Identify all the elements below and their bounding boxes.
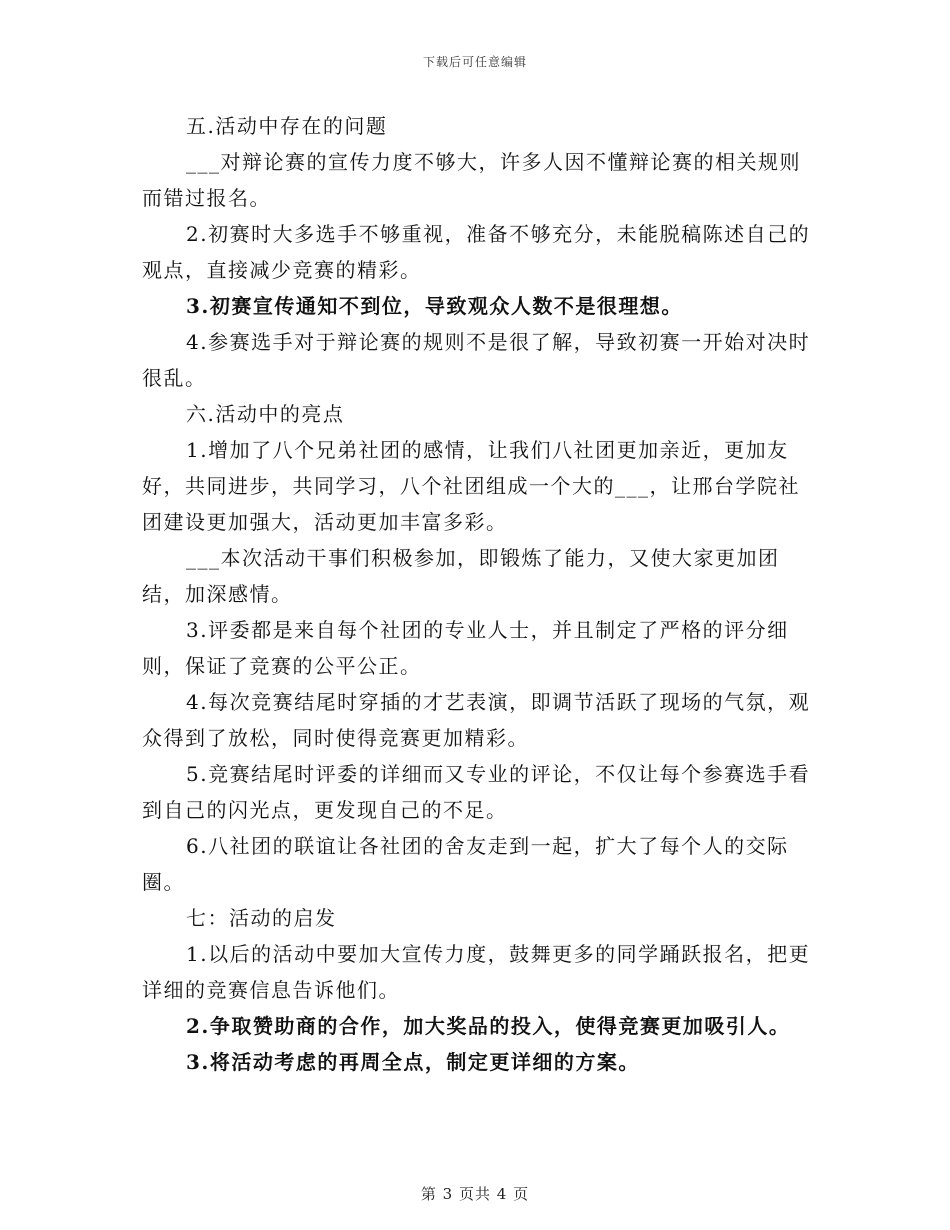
- section-problems: [142, 108, 812, 396]
- paragraph: ___对辩论赛的宣传力度不够大，许多人因不懂辩论赛的相关规则而错过报名。: [142, 150, 801, 210]
- paragraph: 4.每次竞赛结尾时穿插的才艺表演，即调节活跃了现场的气氛，观众得到了放松，同时使得竞赛更加精彩。: [142, 690, 811, 750]
- section-heading: 六.活动中的亮点: [186, 402, 345, 426]
- paragraph: 5.竞赛结尾时评委的详细而又专业的评论，不仅让每个参赛选手看到自己的闪光点，更发现自己的不足。: [142, 762, 811, 822]
- paragraph: 4.参赛选手对于辩论赛的规则不是很了解，导致初赛一开始对决时很乱。: [142, 330, 811, 390]
- section-heading: 五.活动中存在的问题: [186, 114, 388, 138]
- section-heading: 七：活动的启发: [186, 906, 337, 930]
- paragraph: 3.评委都是来自每个社团的专业人士，并且制定了严格的评分细则，保证了竞赛的公平公正。: [142, 618, 789, 678]
- paragraph: 2.争取赞助商的合作，加大奖品的投入，使得竞赛更加吸引人。: [186, 1014, 791, 1038]
- paragraph: 6.八社团的联谊让各社团的舍友走到一起，扩大了每个人的交际圈。: [142, 834, 789, 894]
- page-content: [142, 108, 812, 1080]
- paragraph: 3.将活动考虑的再周全点，制定更详细的方案。: [186, 1050, 640, 1074]
- section-highlights: [142, 396, 812, 900]
- page-footer: 第 3 页共 4 页: [420, 1185, 530, 1203]
- paragraph: 1.增加了八个兄弟社团的感情，让我们八社团更加亲近，更加友好，共同进步，共同学习，八个社团组成一个大的___，让邢台学院社团建设更加强大，活动更加丰富多彩。: [142, 438, 800, 534]
- section-inspiration: [142, 900, 812, 1080]
- paragraph: ___本次活动干事们积极参加，即锻炼了能力，又使大家更加团结，加深感情。: [142, 546, 780, 606]
- page-header: 下载后可任意编辑: [422, 55, 527, 69]
- paragraph: 2.初赛时大多选手不够重视，准备不够充分，未能脱稿陈述自己的观点，直接减少竞赛的精彩。: [142, 222, 811, 282]
- paragraph: 1.以后的活动中要加大宣传力度，鼓舞更多的同学踊跃报名，把更详细的竞赛信息告诉他们。: [142, 942, 811, 1002]
- paragraph: 3.初赛宣传通知不到位，导致观众人数不是很理想。: [186, 294, 683, 318]
